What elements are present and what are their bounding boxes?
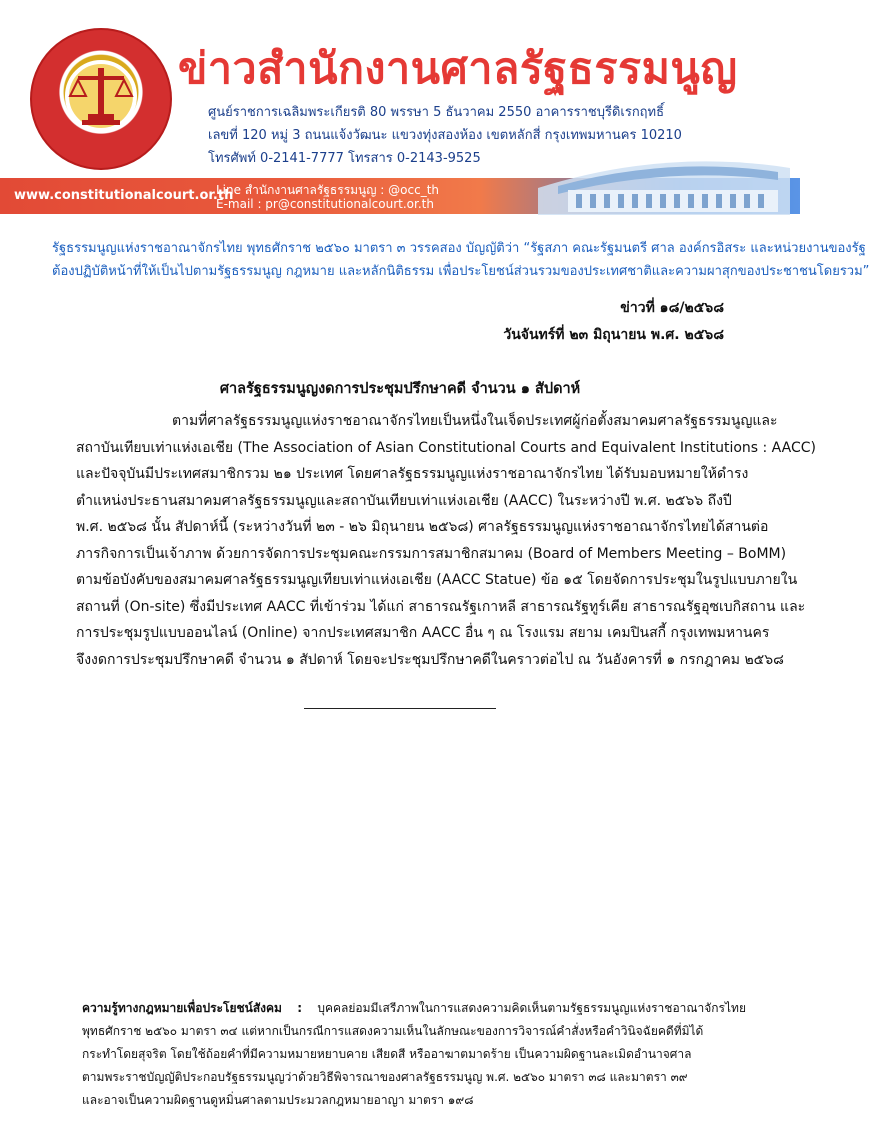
- website-link[interactable]: www.constitutionalcourt.or.th: [14, 188, 234, 203]
- constitution-quote-line: รัฐธรรมนูญแห่งราชอาณาจักรไทย พุทธศักราช ๒๕๖๐ มาตรา ๓ วรรคสอง บัญญัติว่า “รัฐสภา คณะรัฐมนตรี ศาล องค์กรอิสระ และหน่วยงานของรัฐ: [52, 241, 866, 256]
- news-date: วันจันทร์ที่ ๒๓ มิถุนายน พ.ศ. ๒๕๖๘: [503, 327, 724, 343]
- body-line: สถานที่ (On-site) ซึ่งมีประเทศ AACC ที่เข้าร่วม ได้แก่ สาธารณรัฐเกาหลี สาธารณรัฐทูร์เคีย สาธารณรัฐอุซเบกิสถาน และ: [76, 598, 806, 615]
- legal-notice-line: กระทำโดยสุจริต โดยใช้ถ้อยคำที่มีความหมายหยาบคาย เสียดสี หรืออาฆาตมาดร้าย เป็นความผิดฐานละเมิดอำนาจศาล: [82, 1047, 692, 1061]
- legal-notice: [82, 997, 746, 1112]
- line-contact: Line สำนักงานศาลรัฐธรรมนูญ : @occ_th: [216, 183, 440, 197]
- body-line: ภารกิจการเป็นเจ้าภาพ ด้วยการจัดการประชุมคณะกรรมการสมาชิกสมาคม (Board of Members Meeting – BoMM): [76, 545, 787, 562]
- news-headline: ศาลรัฐธรรมนูญงดการประชุมปรึกษาคดี จำนวน ๑ สัปดาห์: [219, 381, 581, 397]
- legal-notice-line: พุทธศักราช ๒๕๖๐ มาตรา ๓๔ แต่หากเป็นกรณีการแสดงความเห็นในลักษณะของการวิจารณ์คำสั่งหรือคำวินิจฉัยคดีที่มิได้: [82, 1024, 704, 1038]
- legal-notice-label: ความรู้ทางกฎหมายเพื่อประโยชน์สังคม: [82, 1001, 282, 1015]
- address-line: ศูนย์ราชการเฉลิมพระเกียรติ 80 พรรษา 5 ธันวาคม 2550 อาคารราชบุรีดิเรกฤทธิ์: [208, 105, 665, 120]
- phone-line: โทรศัพท์ 0-2141-7777 โทรสาร 0-2143-9525: [208, 151, 481, 166]
- email-contact[interactable]: E-mail : pr@constitutionalcourt.or.th: [216, 197, 434, 211]
- page-title: ข่าวสำนักงานศาลรัฐธรรมนูญ: [178, 44, 738, 94]
- body-line: จึงงดการประชุมปรึกษาคดี จำนวน ๑ สัปดาห์ โดยจะประชุมปรึกษาคดีในคราวต่อไป ณ วันอังคารที่ ๑ กรกฎาคม ๒๕๖๘: [76, 651, 784, 668]
- letterhead: [0, 0, 800, 215]
- body-line: ตามข้อบังคับของสมาคมศาลรัฐธรรมนูญเทียบเท่าแห่งเอเชีย (AACC Statue) ข้อ ๑๕ โดยจัดการประชุมในรูปแบบภายใน: [76, 572, 798, 588]
- body-line: และปัจจุบันมีประเทศสมาชิกรวม ๒๑ ประเทศ โดยศาลรัฐธรรมนูญแห่งราชอาณาจักรไทย ได้รับมอบหมายให้ดำรง: [76, 466, 749, 482]
- court-building-image: [528, 128, 800, 215]
- body-line: ตำแหน่งประธานสมาคมศาลรัฐธรรมนูญและสถาบันเทียบเท่าแห่งเอเชีย (AACC) ในระหว่างปี พ.ศ. ๒๕๖๖ ถึงปี: [76, 492, 732, 509]
- news-body: [76, 410, 816, 675]
- scales-icon: [32, 30, 170, 168]
- news-number: ข่าวที่ ๑๘/๒๕๖๘: [620, 300, 724, 316]
- constitution-quote-line: ต้องปฏิบัติหน้าที่ให้เป็นไปตามรัฐธรรมนูญ กฎหมาย และหลักนิติธรรม เพื่อประโยชน์ส่วนรวมของประเทศชาติและความผาสุกของประชาชนโดยรวม”: [52, 264, 869, 279]
- body-line: พ.ศ. ๒๕๖๘ นั้น สัปดาห์นี้ (ระหว่างวันที่ ๒๓ - ๒๖ มิถุนายน ๒๕๖๘) ศาลรัฐธรรมนูญแห่งราชอาณาจักรไทยได้สานต่อ: [76, 519, 769, 535]
- divider: [304, 708, 496, 709]
- body-line: สถาบันเทียบเท่าแห่งเอเชีย (The Association of Asian Constitutional Courts and Equivalent Institutions : AACC): [76, 439, 816, 456]
- body-line: ตามที่ศาลรัฐธรรมนูญแห่งราชอาณาจักรไทยเป็นหนึ่งในเจ็ดประเทศผู้ก่อตั้งสมาคมศาลรัฐธรรมนูญและ: [172, 413, 778, 429]
- legal-notice-line: และอาจเป็นความผิดฐานดูหมิ่นศาลตามประมวลกฎหมายอาญา มาตรา ๑๙๘: [82, 1093, 474, 1107]
- court-emblem-logo: [30, 28, 172, 170]
- address-line: เลขที่ 120 หมู่ 3 ถนนแจ้งวัฒนะ แขวงทุ่งสองห้อง เขตหลักสี่ กรุงเทพมหานคร 10210: [208, 128, 682, 143]
- body-line: การประชุมรูปแบบออนไลน์ (Online) จากประเทศสมาชิก AACC อื่น ๆ ณ โรงแรม สยาม เคมปินสกี้ กรุงเทพมหานคร: [76, 625, 770, 641]
- legal-notice-line: บุคคลย่อมมีเสรีภาพในการแสดงความคิดเห็นตามรัฐธรรมนูญแห่งราชอาณาจักรไทย: [317, 1001, 746, 1015]
- legal-notice-separator: :: [297, 1001, 303, 1015]
- legal-notice-line: ตามพระราชบัญญัติประกอบรัฐธรรมนูญว่าด้วยวิธีพิจารณาของศาลรัฐธรรมนูญ พ.ศ. ๒๕๖๐ มาตรา ๓๘ และมาตรา ๓๙: [82, 1070, 688, 1084]
